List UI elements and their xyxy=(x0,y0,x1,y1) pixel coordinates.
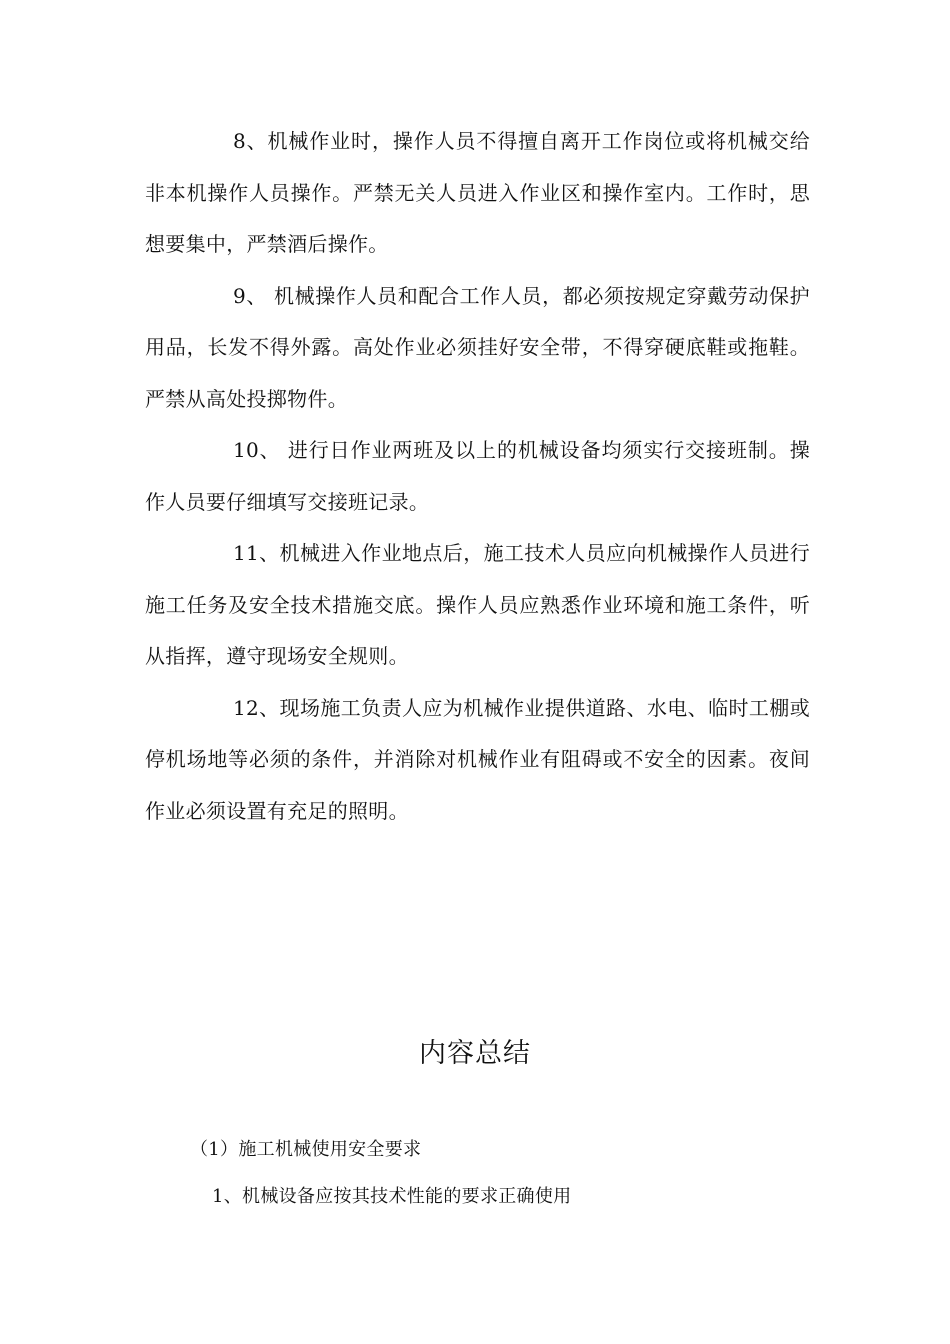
paragraph-10: 10、 进行日作业两班及以上的机械设备均须实行交接班制。操作人员要仔细填写交接班记录。 xyxy=(145,438,810,514)
paragraph-12: 12、现场施工负责人应为机械作业提供道路、水电、临时工棚或停机场地等必须的条件，并消除对机械作业有阻碍或不安全的因素。夜间作业必须设置有充足的照明。 xyxy=(145,695,810,823)
summary-title: 内容总结 xyxy=(419,1038,531,1069)
summary-item-heading: （1）施工机械使用安全要求 xyxy=(190,1139,422,1160)
paragraph-8: 8、机械作业时，操作人员不得擅自离开工作岗位或将机械交给非本机操作人员操作。严禁无关人员进入作业区和操作室内。工作时，思想要集中，严禁酒后操作。 xyxy=(145,129,810,256)
paragraph-9: 9、 机械操作人员和配合工作人员，都必须按规定穿戴劳动保护用品，长发不得外露。高处作业必须挂好安全带，不得穿硬底鞋或拖鞋。严禁从高处投掷物件。 xyxy=(145,283,810,411)
body-text xyxy=(145,116,810,837)
paragraph-11: 11、机械进入作业地点后，施工技术人员应向机械操作人员进行施工任务及安全技术措施交底。操作人员应熟悉作业环境和施工条件，听从指挥，遵守现场安全规则。 xyxy=(145,541,810,668)
summary-item-1: 1、机械设备应按其技术性能的要求正确使用 xyxy=(212,1186,572,1207)
